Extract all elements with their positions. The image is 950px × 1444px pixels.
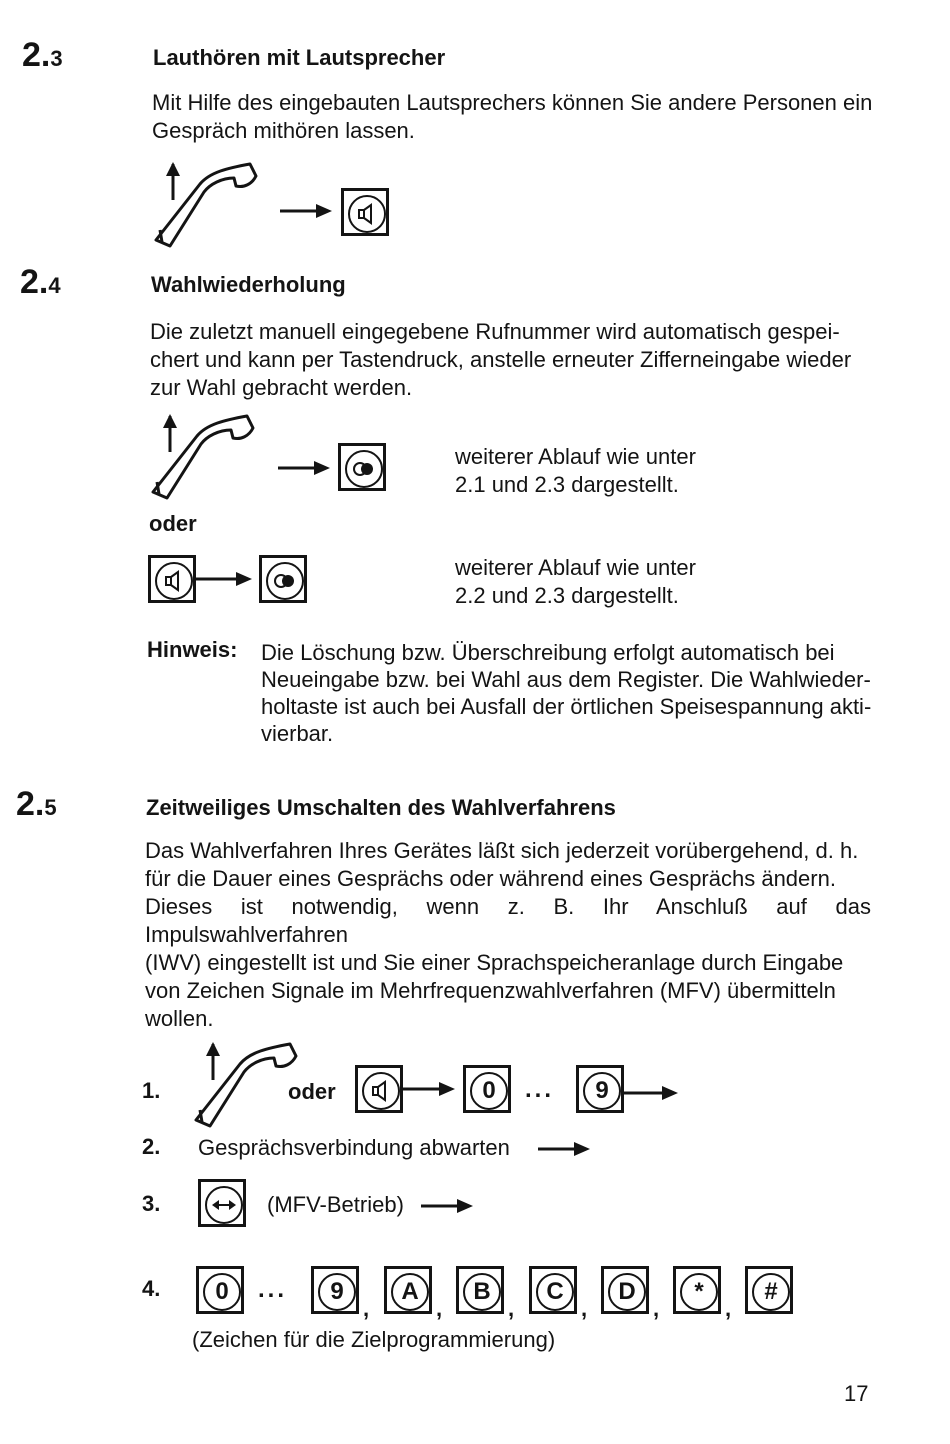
step1-oder-label: oder <box>288 1079 336 1104</box>
key-label: C <box>536 1273 574 1311</box>
comma: , <box>653 1296 660 1321</box>
redial-key-icon <box>338 443 386 491</box>
section-title-2-5: Zeitweiliges Umschalten des Wahlverfahrens <box>146 795 616 820</box>
step-number-2: 2. <box>142 1134 161 1159</box>
letter-key-b <box>456 1266 504 1314</box>
section-body-2-3 <box>152 89 879 145</box>
arrow-right-icon <box>196 569 256 589</box>
page-number: 17 <box>844 1381 869 1406</box>
arrow-right-icon <box>278 201 334 221</box>
section-number-2-4: 2.4 <box>20 263 61 301</box>
digit-key-0 <box>196 1266 244 1314</box>
comma: , <box>581 1296 588 1321</box>
arrow-right-icon <box>421 1196 481 1216</box>
key-label: A <box>391 1273 429 1311</box>
digit-key-9 <box>311 1266 359 1314</box>
description-line: 2.2 und 2.3 dargestellt. <box>455 583 679 608</box>
step4-caption: (Zeichen für die Zielprogrammierung) <box>192 1327 556 1352</box>
section-number-2-3: 2.3 <box>22 36 63 74</box>
arrow-right-icon <box>538 1139 598 1159</box>
arrow-right-icon <box>276 458 332 478</box>
mfv-switch-key-icon <box>198 1179 246 1227</box>
speaker-key-icon <box>341 188 389 236</box>
step-number-3: 3. <box>142 1191 161 1216</box>
oder-label: oder <box>149 511 197 536</box>
digit-key-0 <box>463 1065 511 1113</box>
comma: , <box>725 1296 732 1321</box>
letter-key-c <box>529 1266 577 1314</box>
key-label: 9 <box>583 1072 621 1110</box>
ellipsis: ... <box>258 1276 288 1303</box>
section-title-2-4: Wahlwiederholung <box>151 272 346 297</box>
section-body-2-4 <box>150 318 877 402</box>
ellipsis: ... <box>525 1076 555 1103</box>
handset-lift-icon <box>145 410 260 505</box>
hash-key <box>745 1266 793 1314</box>
step2-text: Gesprächsverbindung abwarten <box>198 1135 510 1160</box>
option2-description <box>455 554 696 610</box>
body-line: chert und kann per Tastendruck, anstelle erneuter Zifferneingabe wieder <box>150 347 852 372</box>
digit-key-9 <box>576 1065 624 1113</box>
section-number-2-5: 2.5 <box>16 785 57 823</box>
body-line: zur Wahl gebracht werden. <box>150 375 413 400</box>
speaker-key-icon <box>355 1065 403 1113</box>
key-label: 0 <box>470 1072 508 1110</box>
letter-key-d <box>601 1266 649 1314</box>
body-line: Gespräch mithören lassen. <box>152 118 415 143</box>
step-number-1: 1. <box>142 1078 161 1103</box>
body-line: Das Wahlverfahren Ihres Gerätes läßt sich jederzeit vorübergehend, d. h. <box>145 838 859 863</box>
comma: , <box>508 1296 515 1321</box>
key-label: D <box>608 1273 646 1311</box>
description-line: 2.1 und 2.3 dargestellt. <box>455 472 679 497</box>
body-line: (IWV) eingestellt ist und Sie einer Sprachspeicheranlage durch Eingabe <box>145 950 844 975</box>
comma: , <box>436 1296 443 1321</box>
description-line: weiterer Ablauf wie unter <box>455 444 696 469</box>
handset-lift-icon <box>188 1038 303 1133</box>
body-line: für die Dauer eines Gesprächs oder während eines Gesprächs ändern. <box>145 866 836 891</box>
letter-key-a <box>384 1266 432 1314</box>
body-line: Dieses ist notwendig, wenn z. B. Ihr Anschluß auf das Impulswahlverfahren <box>145 894 871 947</box>
redial-key-icon <box>259 555 307 603</box>
body-line: Die zuletzt manuell eingegebene Rufnummer wird automatisch gespei- <box>150 319 840 344</box>
section-title-2-3: Lauthören mit Lautsprecher <box>153 45 446 70</box>
step-number-4: 4. <box>142 1276 161 1301</box>
body-line: von Zeichen Signale im Mehrfrequenzwahlverfahren (MFV) übermitteln <box>145 978 836 1003</box>
step3-text: (MFV-Betrieb) <box>267 1192 404 1217</box>
note-line: holtaste ist auch bei Ausfall der örtlichen Speisespannung akti- <box>261 694 872 719</box>
option1-description <box>455 443 696 499</box>
arrow-right-icon <box>403 1079 459 1099</box>
body-line: wollen. <box>145 1006 214 1031</box>
comma: , <box>363 1296 370 1321</box>
body-line: Mit Hilfe des eingebauten Lautsprechers können Sie andere Personen ein <box>152 90 873 115</box>
key-label: B <box>463 1273 501 1311</box>
description-line: weiterer Ablauf wie unter <box>455 555 696 580</box>
note-line: Neueingabe bzw. bei Wahl aus dem Register. Die Wahlwieder- <box>261 667 871 692</box>
key-label: * <box>680 1273 718 1311</box>
note-label: Hinweis: <box>147 637 238 662</box>
speaker-key-icon <box>148 555 196 603</box>
note-line: vierbar. <box>261 721 334 746</box>
handset-lift-icon <box>148 158 263 253</box>
arrow-right-icon <box>624 1083 684 1103</box>
note-text <box>261 639 873 747</box>
section-body-2-5 <box>145 837 871 1033</box>
key-label: 9 <box>318 1273 356 1311</box>
key-label: # <box>752 1273 790 1311</box>
note-line: Die Löschung bzw. Überschreibung erfolgt automatisch bei <box>261 640 835 665</box>
key-label: 0 <box>203 1273 241 1311</box>
star-key <box>673 1266 721 1314</box>
